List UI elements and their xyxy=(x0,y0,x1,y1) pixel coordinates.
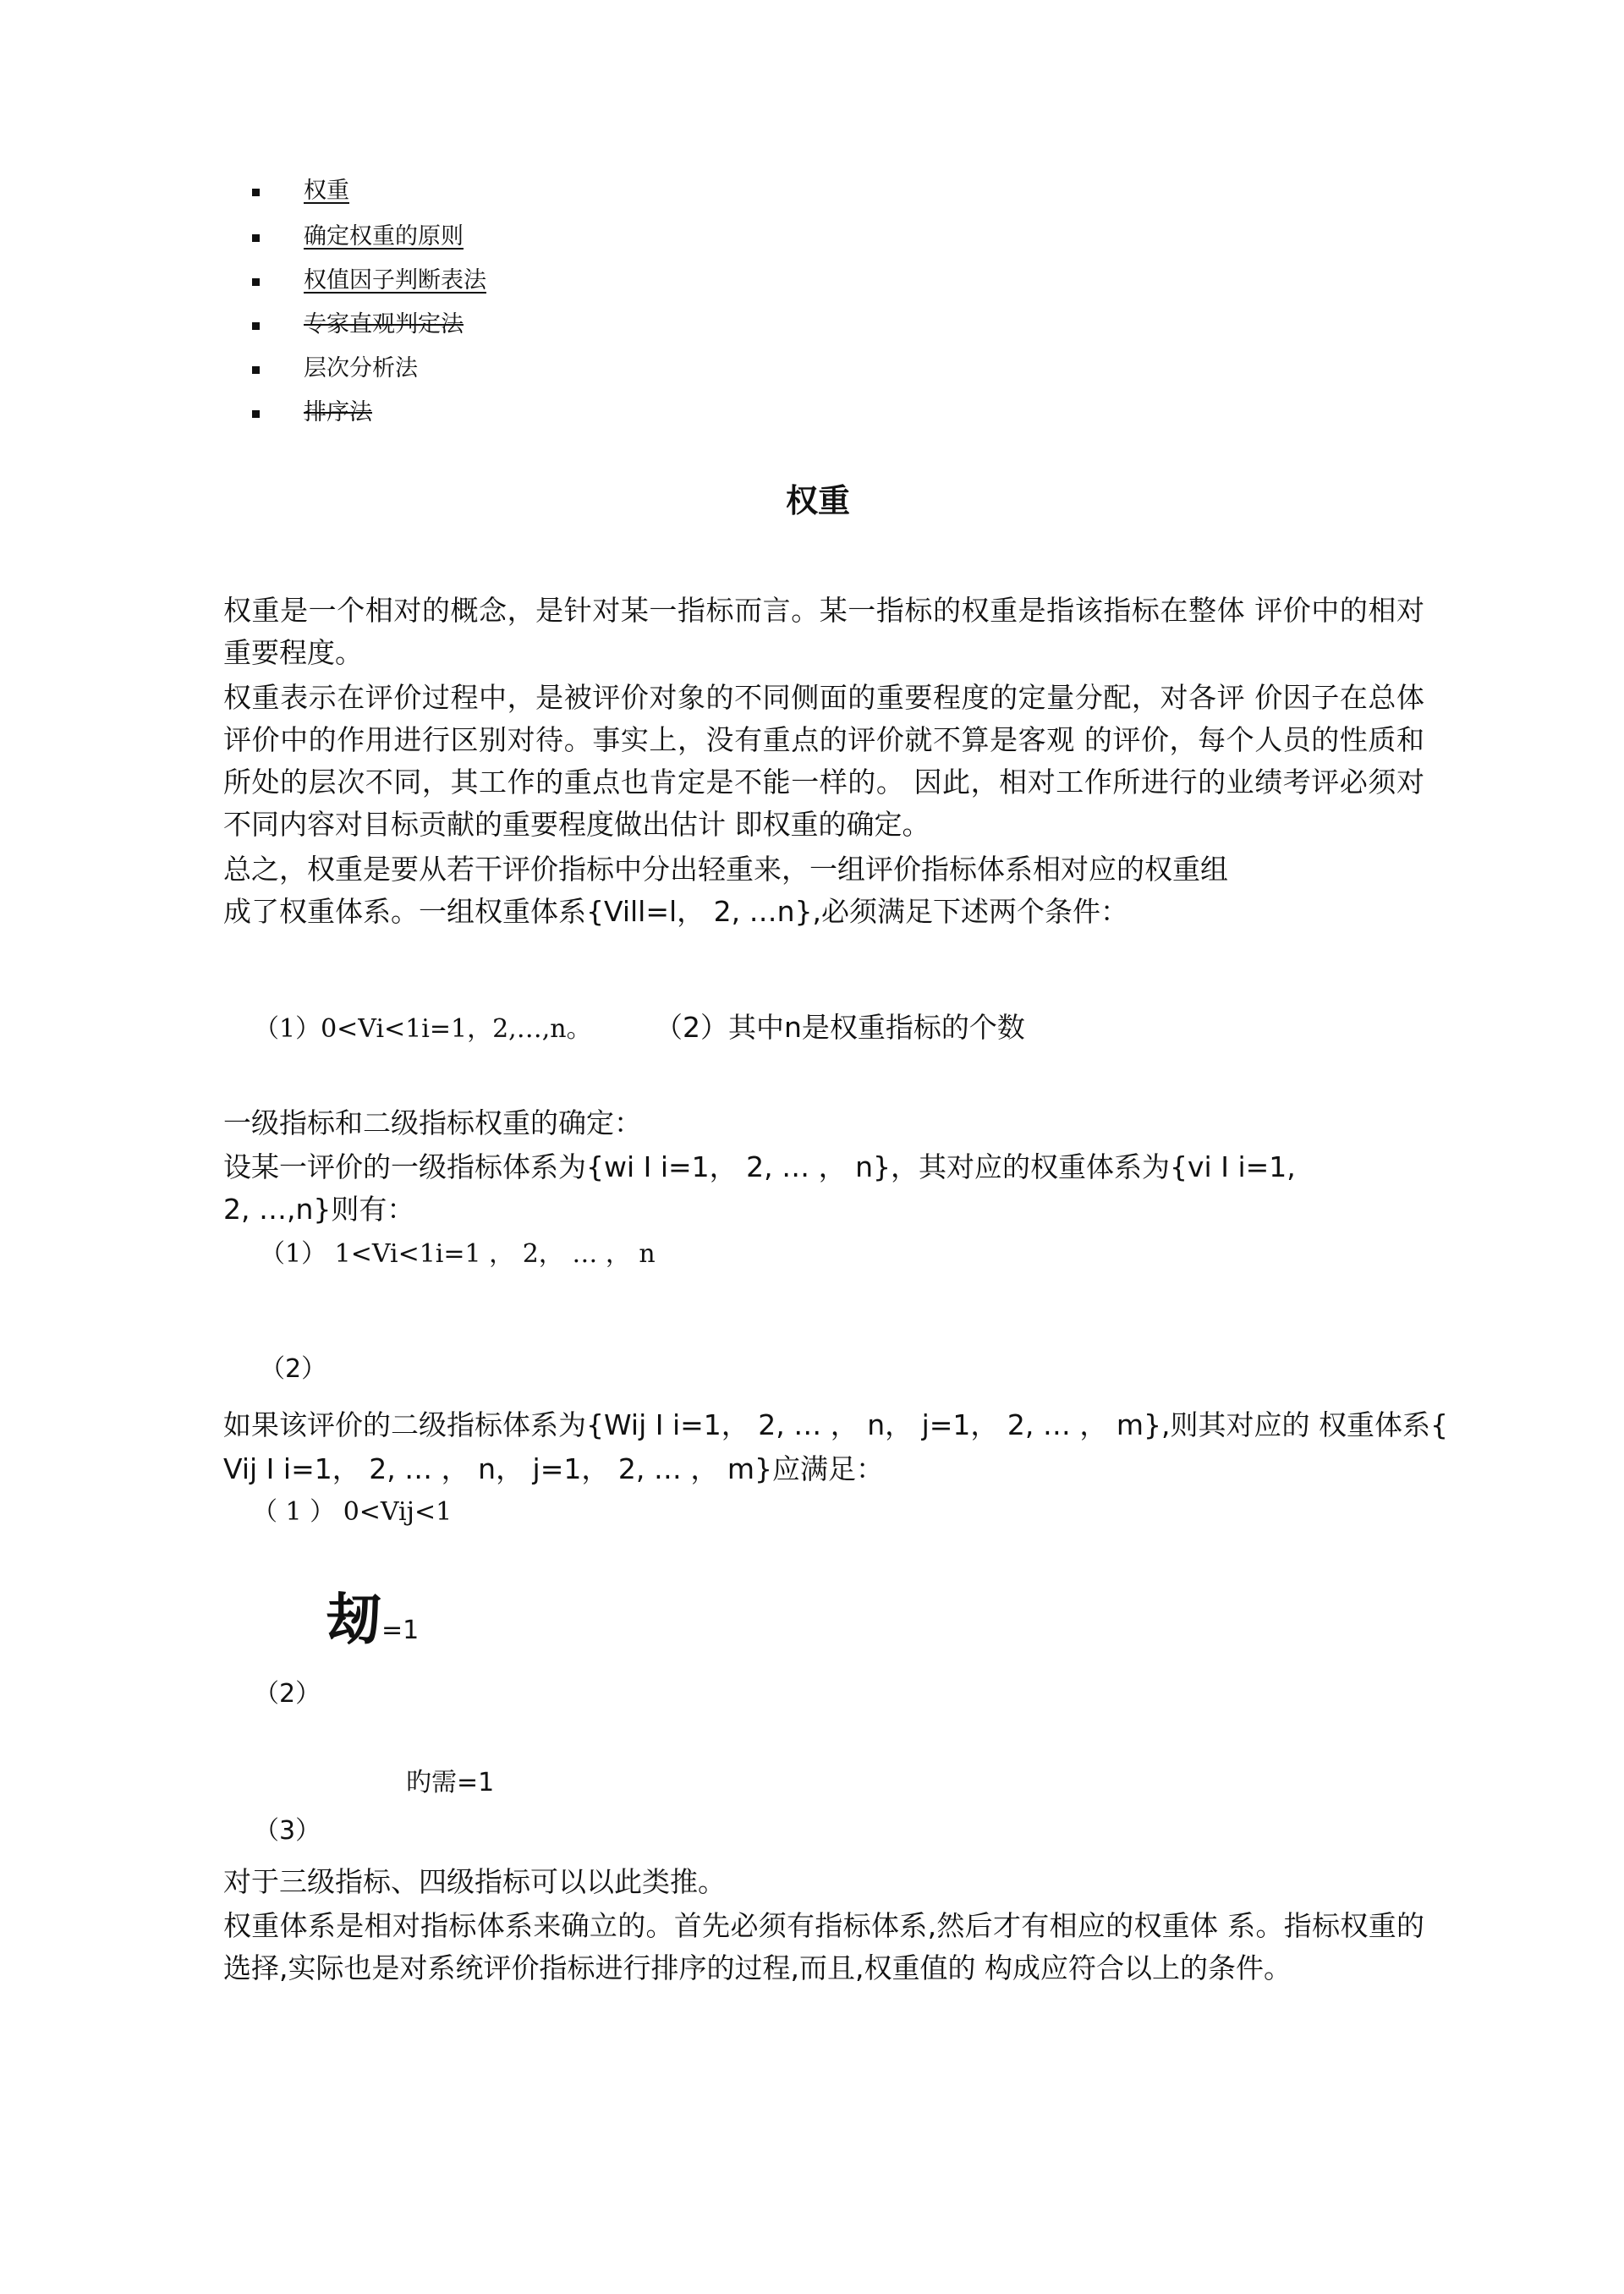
second-level-sub-1: （ 1 ） 0<Vij<1 xyxy=(252,1497,453,1527)
section-title: 权重 xyxy=(786,481,851,519)
formula-sum-2: 旳需=1 xyxy=(406,1768,495,1797)
toc-link-ranking[interactable]: 排序法 xyxy=(304,399,372,425)
toc-bullet xyxy=(252,189,260,196)
toc-link-ahp[interactable]: 层次分析法 xyxy=(304,355,418,381)
toc-bullet xyxy=(252,410,260,418)
second-level-line1: 如果该评价的二级指标体系为{Wij I i=1， 2, … ， n， j=1， 2, … ， m},则其对应的 权重体系{ xyxy=(223,1408,1448,1441)
paragraph-definition: 权重是一个相对的概念，是针对某一指标而言。某一指标的权重是指该指标在整体 评价中的相对重要程度。 xyxy=(223,594,1424,669)
toc-link-weight-principles[interactable]: 确定权重的原则 xyxy=(304,223,464,250)
second-level-line2: Vij I i=1， 2, … ， n， j=1， 2, … ， m}应满足： xyxy=(223,1452,884,1485)
closing-paragraph: 权重体系是相对指标体系来确立的。首先必须有指标体系,然后才有相应的权重体 系。指标权重的选择,实际也是对系统评价指标进行排序的过程,而且,权重值的 构成应符合以上的条件。 xyxy=(223,1909,1424,1984)
closing-analogy: 对于三级指标、四级指标可以以此类推。 xyxy=(223,1865,726,1898)
level-heading: 一级指标和二级指标权重的确定： xyxy=(223,1106,642,1139)
toc-bullet xyxy=(252,322,260,330)
formula-sum-glyph: 刼 xyxy=(326,1587,381,1652)
toc-bullet xyxy=(252,234,260,242)
paragraph-summary-line1: 总之，权重是要从若干评价指标中分出轻重来，一组评价指标体系相对应的权重组 xyxy=(223,853,1228,886)
level-item-2: （2） xyxy=(260,1354,327,1384)
formula-sum-1 xyxy=(326,1587,420,1652)
toc-link-weight[interactable]: 权重 xyxy=(304,178,349,204)
toc-bullet xyxy=(252,278,260,286)
second-level-sub-3: （3） xyxy=(254,1816,321,1846)
paragraph-summary-line2: 成了权重体系。一组权重体系{Vill=l， 2, …n},必须满足下述两个条件： xyxy=(223,895,1129,928)
paragraph-explanation: 权重表示在评价过程中，是被评价对象的不同侧面的重要程度的定量分配，对各评 价因子在总体评价中的作用进行区别对待。事实上，没有重点的评价就不算是客观 的评价，每个人员的性质和所处的层次不同，其工作的重点也肯定是不能一样的。 因此，相对工作所进行的业绩考评必须对不同内容对目标贡献的重要程度做出估计 即权重的确定。 xyxy=(223,681,1424,841)
level-line1: 设某一评价的一级指标体系为{wi I i=1， 2, … ， n}，其对应的权重体系为{vi I i=1, xyxy=(223,1150,1296,1183)
toc-link-weight-factor-table[interactable]: 权值因子判断表法 xyxy=(304,267,486,294)
condition-1: （1）0<Vi<1i=1，2,…,n。 xyxy=(254,1014,592,1044)
level-item-1: （1） 1<Vi<1i=1 ， 2， … ， n xyxy=(260,1239,656,1269)
level-line2: 2, …,n}则有： xyxy=(223,1193,415,1226)
toc-bullet xyxy=(252,366,260,374)
condition-2: （2）其中n是权重指标的个数 xyxy=(655,1011,1025,1044)
formula-sum-suffix: =1 xyxy=(381,1616,420,1645)
second-level-sub-2: （2） xyxy=(254,1679,321,1709)
toc-link-expert-judgement[interactable]: 专家直观判定法 xyxy=(304,311,464,338)
